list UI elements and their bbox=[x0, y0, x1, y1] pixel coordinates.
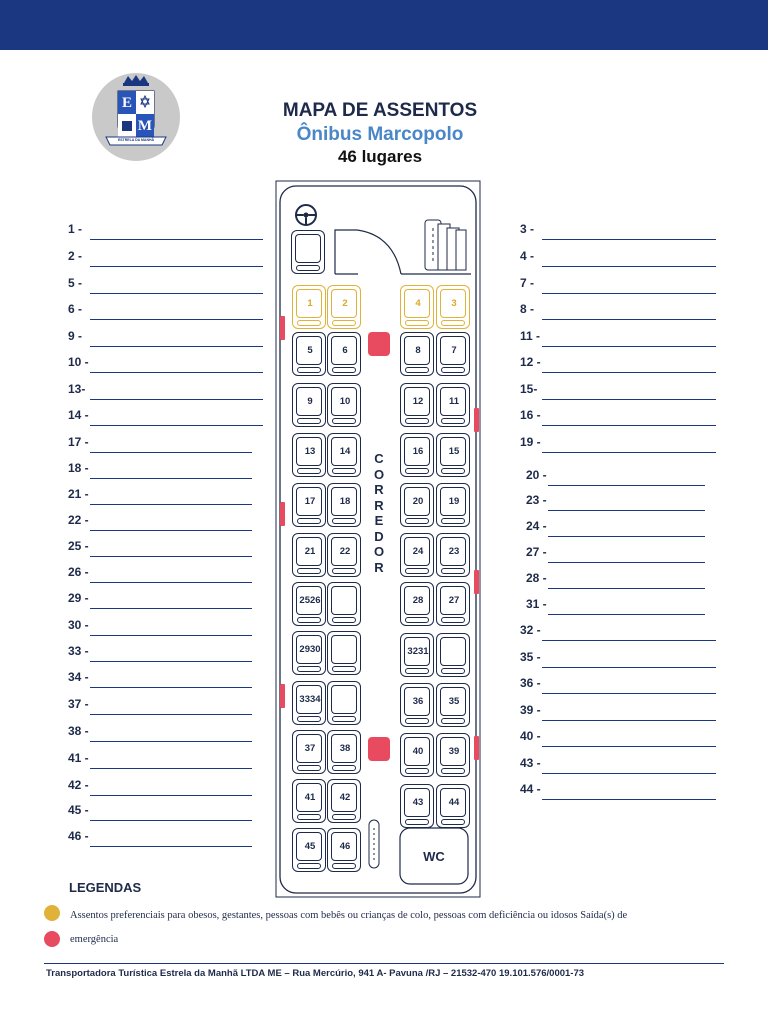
seat-number: 7 bbox=[451, 345, 457, 356]
passenger-name-line[interactable] bbox=[90, 608, 252, 609]
seat-number: 6 bbox=[342, 345, 348, 356]
seat-number: 37 bbox=[304, 743, 316, 754]
seat-list-label: 5 - bbox=[68, 276, 83, 290]
seat-list-label: 35 - bbox=[520, 650, 541, 664]
passenger-name-line[interactable] bbox=[90, 319, 263, 320]
passenger-seat[interactable] bbox=[436, 582, 470, 626]
seat-number: 36 bbox=[412, 696, 424, 707]
driver-dash bbox=[425, 220, 466, 270]
seat-list-label: 18 - bbox=[68, 461, 89, 475]
seat-number: 18 bbox=[339, 496, 351, 507]
passenger-name-line[interactable] bbox=[90, 239, 263, 240]
passenger-name-line[interactable] bbox=[90, 478, 252, 479]
passenger-seat[interactable] bbox=[400, 582, 434, 626]
passenger-seat[interactable] bbox=[327, 332, 361, 376]
passenger-seat[interactable] bbox=[292, 533, 326, 577]
seat-list-label: 25 - bbox=[68, 539, 89, 553]
seat-number: 8 bbox=[415, 345, 421, 356]
emergency-dot bbox=[44, 931, 60, 947]
passenger-name-line[interactable] bbox=[90, 293, 263, 294]
seat-list-label: 33 - bbox=[68, 644, 89, 658]
passenger-seat[interactable] bbox=[400, 633, 434, 677]
passenger-name-line[interactable] bbox=[548, 510, 705, 511]
wc-label: WC bbox=[423, 849, 445, 864]
passenger-name-line[interactable] bbox=[90, 820, 252, 821]
seat-number: 23 bbox=[448, 546, 460, 557]
seat-list-label: 4 - bbox=[520, 249, 535, 263]
seat-list-label: 42 - bbox=[68, 778, 89, 792]
passenger-seat[interactable] bbox=[327, 779, 361, 823]
emergency-exit bbox=[474, 408, 479, 432]
passenger-name-line[interactable] bbox=[542, 239, 716, 240]
passenger-seat[interactable] bbox=[400, 533, 434, 577]
seat-list-label: 11 - bbox=[520, 329, 541, 343]
passenger-name-line[interactable] bbox=[90, 425, 263, 426]
seat-list-label: 19 - bbox=[520, 435, 541, 449]
passenger-name-line[interactable] bbox=[90, 661, 252, 662]
seat-list-label: 15- bbox=[520, 382, 538, 396]
preferential-seat[interactable] bbox=[436, 285, 470, 329]
bus-seat-map bbox=[275, 180, 481, 898]
passenger-name-line[interactable] bbox=[548, 614, 705, 615]
passenger-name-line[interactable] bbox=[90, 635, 252, 636]
passenger-seat[interactable] bbox=[400, 383, 434, 427]
passenger-seat[interactable] bbox=[292, 332, 326, 376]
seat-list-label: 23 - bbox=[526, 493, 547, 507]
passenger-seat[interactable] bbox=[292, 433, 326, 477]
seat-list-label: 27 - bbox=[526, 545, 547, 559]
emergency-exit bbox=[368, 737, 390, 761]
seat-number: 14 bbox=[339, 446, 351, 457]
corridor-letter: R bbox=[374, 497, 384, 513]
seat-number: 11 bbox=[448, 396, 460, 407]
passenger-name-line[interactable] bbox=[542, 372, 716, 373]
seat-number: 13 bbox=[304, 446, 316, 457]
seat-list-label: 39 - bbox=[520, 703, 541, 717]
bus-model: Ônibus Marcopolo bbox=[296, 124, 464, 145]
corridor-letter: E bbox=[374, 513, 384, 528]
passenger-seat[interactable] bbox=[400, 784, 434, 828]
passenger-name-line[interactable] bbox=[90, 846, 252, 847]
header-bar bbox=[0, 0, 768, 50]
seat-list-label: 3 - bbox=[520, 222, 535, 236]
seat-number: 17 bbox=[304, 496, 316, 507]
passenger-name-line[interactable] bbox=[548, 562, 705, 563]
seat-list-label: 40 - bbox=[520, 729, 541, 743]
seat-list-label: 14 - bbox=[68, 408, 89, 422]
preferential-seat[interactable] bbox=[400, 285, 434, 329]
legend-text-continued: emergência bbox=[70, 934, 119, 945]
passenger-name-line[interactable] bbox=[542, 720, 716, 721]
seat-list-label: 22 - bbox=[68, 513, 89, 527]
logo-banner: ESTRELA DA MANHÃ bbox=[117, 138, 155, 142]
seat-list-label: 29 - bbox=[68, 591, 89, 605]
passenger-name-line[interactable] bbox=[542, 293, 716, 294]
seat-number: 16 bbox=[412, 446, 424, 457]
passenger-seat[interactable] bbox=[400, 733, 434, 777]
passenger-name-line[interactable] bbox=[542, 746, 716, 747]
legend-title: LEGENDAS bbox=[69, 880, 142, 895]
passenger-name-line[interactable] bbox=[90, 714, 252, 715]
seat-number: 3 bbox=[451, 298, 457, 309]
passenger-name-line[interactable] bbox=[90, 372, 263, 373]
seat-number: 20 bbox=[412, 496, 424, 507]
passenger-name-line[interactable] bbox=[542, 399, 716, 400]
passenger-seat[interactable] bbox=[327, 730, 361, 774]
passenger-name-line[interactable] bbox=[542, 452, 716, 453]
seat-number: 24 bbox=[412, 546, 424, 557]
corridor-letter: R bbox=[374, 559, 384, 575]
seat-list-label: 32 - bbox=[520, 623, 541, 637]
passenger-seat[interactable] bbox=[436, 533, 470, 577]
passenger-seat[interactable] bbox=[436, 633, 470, 677]
passenger-name-line[interactable] bbox=[90, 452, 252, 453]
passenger-name-line[interactable] bbox=[90, 582, 252, 583]
passenger-seat[interactable] bbox=[292, 631, 326, 675]
crest-icon bbox=[92, 73, 180, 161]
passenger-name-line[interactable] bbox=[90, 346, 263, 347]
corridor-letter: O bbox=[373, 466, 385, 482]
preferential-seat[interactable] bbox=[327, 285, 361, 329]
seat-list-label: 28 - bbox=[526, 571, 547, 585]
passenger-seat[interactable] bbox=[400, 483, 434, 527]
passenger-seat[interactable] bbox=[327, 631, 361, 675]
passenger-seat[interactable] bbox=[327, 681, 361, 725]
seat-list-label: 2 - bbox=[68, 249, 83, 263]
emergency-exit bbox=[280, 684, 285, 708]
passenger-name-line[interactable] bbox=[542, 346, 716, 347]
passenger-seat[interactable] bbox=[292, 730, 326, 774]
passenger-name-line[interactable] bbox=[90, 795, 252, 796]
emergency-exit bbox=[368, 332, 390, 356]
seat-list-label: 16 - bbox=[520, 408, 541, 422]
company-logo bbox=[92, 73, 180, 161]
seat-list-label: 21 - bbox=[68, 487, 89, 501]
passenger-seat[interactable] bbox=[436, 433, 470, 477]
seat-list-label: 13- bbox=[68, 382, 86, 396]
seat-number: 4 bbox=[415, 298, 421, 309]
passenger-name-line[interactable] bbox=[90, 266, 263, 267]
seat-list-label: 44 - bbox=[520, 782, 541, 796]
passenger-seat[interactable] bbox=[436, 483, 470, 527]
passenger-name-line[interactable] bbox=[542, 773, 716, 774]
seat-number: 27 bbox=[448, 595, 460, 606]
seat-list-label: 31 - bbox=[526, 597, 547, 611]
seat-number: 22 bbox=[339, 546, 351, 557]
passenger-seat[interactable] bbox=[292, 582, 326, 626]
seat-list-label: 6 - bbox=[68, 302, 83, 316]
passenger-seat[interactable] bbox=[436, 383, 470, 427]
passenger-seat[interactable] bbox=[327, 582, 361, 626]
seat-list-label: 38 - bbox=[68, 724, 89, 738]
seat-number: 45 bbox=[304, 841, 316, 852]
seat-list-label: 45 - bbox=[68, 803, 89, 817]
seat-number: 10 bbox=[339, 396, 351, 407]
legend-text: Assentos preferenciais para obesos, gestantes, pessoas com bebês ou crianças de colo, pessoas com deficiência ou idosos Saída(s) de bbox=[70, 910, 628, 921]
seat-number: 21 bbox=[304, 546, 316, 557]
passenger-seat[interactable] bbox=[292, 828, 326, 872]
passenger-seat[interactable] bbox=[400, 683, 434, 727]
seat-capacity: 46 lugares bbox=[337, 147, 423, 166]
door-stairs bbox=[369, 820, 379, 868]
corridor-letter: O bbox=[373, 544, 385, 559]
passenger-name-line[interactable] bbox=[548, 536, 705, 537]
seat-number: 39 bbox=[448, 746, 460, 757]
seat-number: 28 bbox=[412, 595, 424, 606]
footer-divider bbox=[44, 963, 724, 964]
emergency-exit bbox=[280, 502, 285, 526]
seat-list-label: 7 - bbox=[520, 276, 535, 290]
seat-number: 12 bbox=[412, 396, 424, 407]
seat-number: 40 bbox=[412, 746, 424, 757]
passenger-name-line[interactable] bbox=[542, 640, 716, 641]
passenger-seat[interactable] bbox=[400, 433, 434, 477]
seat-number: 2526 bbox=[299, 595, 321, 606]
emergency-exit bbox=[474, 570, 479, 594]
passenger-name-line[interactable] bbox=[548, 588, 705, 589]
passenger-seat[interactable] bbox=[436, 332, 470, 376]
seat-list-label: 8 - bbox=[520, 302, 535, 316]
passenger-name-line[interactable] bbox=[542, 667, 716, 668]
corridor-letter: R bbox=[374, 482, 384, 497]
passenger-seat[interactable] bbox=[400, 332, 434, 376]
seat-number: 19 bbox=[448, 496, 460, 507]
corridor-letter: C bbox=[374, 451, 384, 466]
seat-list-label: 37 - bbox=[68, 697, 89, 711]
passenger-name-line[interactable] bbox=[90, 687, 252, 688]
passenger-seat[interactable] bbox=[436, 733, 470, 777]
seat-list-label: 12 - bbox=[520, 355, 541, 369]
seat-number: 42 bbox=[339, 792, 351, 803]
seat-list-label: 1 - bbox=[68, 222, 83, 236]
seat-number: 3231 bbox=[407, 646, 429, 657]
corridor-letter: D bbox=[374, 528, 384, 544]
passenger-seat[interactable] bbox=[292, 383, 326, 427]
passenger-name-line[interactable] bbox=[90, 741, 252, 742]
seat-number: 38 bbox=[339, 743, 351, 754]
passenger-seat[interactable] bbox=[292, 779, 326, 823]
passenger-name-line[interactable] bbox=[90, 504, 252, 505]
preferential-dot bbox=[44, 905, 60, 921]
preferential-seat[interactable] bbox=[292, 285, 326, 329]
passenger-seat[interactable] bbox=[327, 383, 361, 427]
passenger-name-line[interactable] bbox=[542, 693, 716, 694]
seat-number: 2930 bbox=[299, 644, 321, 655]
seat-number: 5 bbox=[307, 345, 313, 356]
passenger-name-line[interactable] bbox=[542, 266, 716, 267]
steering-wheel-icon bbox=[293, 202, 319, 228]
passenger-seat[interactable] bbox=[292, 681, 326, 725]
passenger-name-line[interactable] bbox=[548, 485, 705, 486]
logo-letter-e: E bbox=[121, 95, 132, 111]
seat-list-label: 17 - bbox=[68, 435, 89, 449]
footer-text: Transportadora Turística Estrela da Manhã LTDA ME – Rua Mercúrio, 941 A- Pavuna /RJ – 21532-470 19.101.576/0001-73 bbox=[46, 968, 585, 979]
emergency-exit bbox=[474, 736, 479, 760]
logo-letter-m: M bbox=[137, 118, 153, 134]
passenger-seat[interactable] bbox=[292, 483, 326, 527]
passenger-name-line[interactable] bbox=[90, 399, 263, 400]
passenger-seat[interactable] bbox=[327, 433, 361, 477]
seat-number: 9 bbox=[307, 396, 313, 407]
seat-list-label: 26 - bbox=[68, 565, 89, 579]
seat-number: 44 bbox=[448, 797, 460, 808]
passenger-seat[interactable] bbox=[327, 533, 361, 577]
page-title: MAPA DE ASSENTOS bbox=[282, 100, 478, 121]
seat-list-label: 24 - bbox=[526, 519, 547, 533]
seat-number: 1 bbox=[307, 298, 313, 309]
seat-number: 2 bbox=[342, 298, 348, 309]
seat-list-label: 30 - bbox=[68, 618, 89, 632]
passenger-seat[interactable] bbox=[436, 683, 470, 727]
seat-number: 3334 bbox=[299, 694, 321, 705]
seat-list-label: 10 - bbox=[68, 355, 89, 369]
seat-number: 35 bbox=[448, 696, 460, 707]
seat-number: 46 bbox=[339, 841, 351, 852]
seat-list-label: 34 - bbox=[68, 670, 89, 684]
seat-number: 41 bbox=[304, 792, 316, 803]
driver-seat bbox=[291, 230, 325, 274]
passenger-name-line[interactable] bbox=[90, 556, 252, 557]
passenger-seat[interactable] bbox=[436, 784, 470, 828]
seat-list-label: 46 - bbox=[68, 829, 89, 843]
passenger-name-line[interactable] bbox=[542, 425, 716, 426]
passenger-seat[interactable] bbox=[327, 483, 361, 527]
passenger-name-line[interactable] bbox=[90, 530, 252, 531]
seat-list-label: 9 - bbox=[68, 329, 83, 343]
seat-list-label: 41 - bbox=[68, 751, 89, 765]
seat-number: 15 bbox=[448, 446, 460, 457]
seat-list-label: 43 - bbox=[520, 756, 541, 770]
seat-list-label: 36 - bbox=[520, 676, 541, 690]
seat-number: 43 bbox=[412, 797, 424, 808]
seat-list-label: 20 - bbox=[526, 468, 547, 482]
passenger-name-line[interactable] bbox=[90, 768, 252, 769]
passenger-name-line[interactable] bbox=[542, 799, 716, 800]
emergency-exit bbox=[280, 316, 285, 340]
passenger-seat[interactable] bbox=[327, 828, 361, 872]
passenger-name-line[interactable] bbox=[542, 319, 716, 320]
